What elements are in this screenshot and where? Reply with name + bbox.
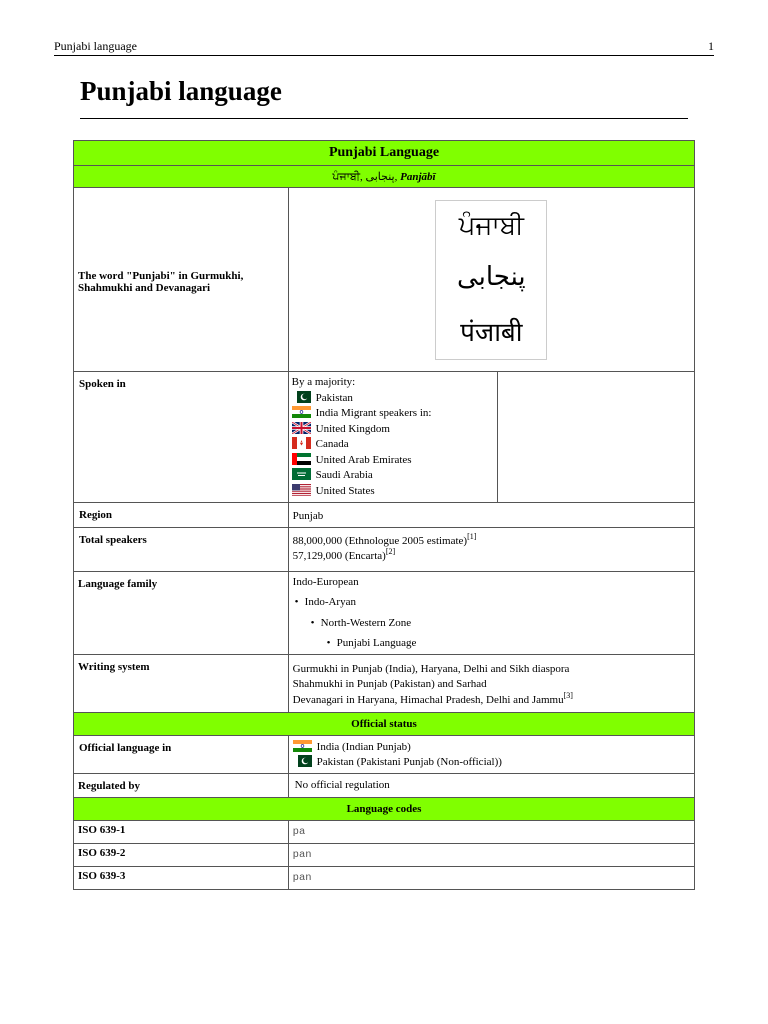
page-title: Punjabi language (80, 76, 282, 106)
family-level-1: • Indo-Aryan (294, 596, 356, 608)
native-names-italic: Panjābī (400, 170, 436, 183)
ref-3-link[interactable]: [3] (563, 690, 573, 700)
infobox-header: Punjabi Language (74, 141, 695, 166)
spoken-in-cell (288, 372, 694, 503)
ref-1-link[interactable]: [1] (467, 531, 477, 541)
running-header (54, 39, 714, 56)
gurmukhi-word: ਪੰਜਾਬੀ (458, 211, 524, 242)
country-india: India Migrant speakers in: (292, 406, 494, 422)
pakistan-flag-icon (293, 755, 312, 767)
writing-devanagari: Devanagari in Haryana, Himachal Pradesh, Delhi and Jammu (292, 693, 564, 706)
country-uae: United Arab Emirates (292, 453, 494, 469)
total-speakers-label: Total speakers (74, 527, 289, 571)
iso-639-1-label: ISO 639-1 (74, 820, 289, 843)
spoken-in-intro: By a majority: (291, 376, 356, 388)
official-pakistan: Pakistan (Pakistani Punjab (Non-official)) (293, 755, 690, 771)
iso-639-2-value: pan (288, 843, 694, 866)
spoken-in-list (289, 372, 498, 502)
country-pakistan: Pakistan (292, 391, 494, 407)
regulated-by-label: Regulated by (74, 773, 289, 797)
total-speakers-value (288, 527, 694, 571)
spoken-in-empty (497, 372, 694, 502)
language-family-value (288, 571, 694, 654)
country-usa: United States (292, 484, 494, 500)
image-cell (288, 188, 694, 372)
iso-639-3-label: ISO 639-3 (74, 866, 289, 889)
writing-system-value (288, 654, 694, 712)
uae-flag-icon (292, 453, 311, 465)
family-root: Indo-European (292, 575, 359, 588)
running-header-title: Punjabi language (54, 39, 137, 53)
devanagari-word: पंजाबी (460, 317, 523, 348)
writing-shahmukhi: Shahmukhi in Punjab (Pakistan) and Sarhad (292, 678, 487, 690)
family-level-3: • Punjabi Language (326, 637, 417, 649)
image-caption: The word "Punjabi" in Gurmukhi, Shahmukhi and Devanagari (74, 188, 289, 372)
region-label: Region (74, 503, 289, 528)
infobox (73, 140, 695, 890)
official-india: India (Indian Punjab) (293, 740, 690, 756)
pakistan-flag-icon (292, 391, 311, 403)
language-family-label: Language family (74, 571, 289, 654)
official-status-header: Official status (74, 712, 695, 735)
india-flag-icon (293, 740, 312, 752)
official-language-value (288, 735, 694, 773)
native-names (74, 166, 695, 188)
india-flag-icon (292, 406, 311, 418)
ref-2-link[interactable]: [2] (385, 547, 396, 556)
canada-flag-icon (292, 437, 311, 449)
iso-639-2-label: ISO 639-2 (74, 843, 289, 866)
title-divider (80, 118, 688, 119)
region-value: Punjab (288, 503, 694, 528)
iso-639-1-value: pa (288, 820, 694, 843)
writing-gurmukhi: Gurmukhi in Punjab (India), Haryana, Delhi and Sikh diaspora (292, 662, 570, 675)
family-level-2: • North-Western Zone (310, 616, 412, 629)
speakers-encarta: 57,129,000 (Encarta) (292, 550, 386, 562)
language-codes-header: Language codes (74, 797, 695, 820)
country-canada: Canada (292, 437, 494, 453)
punjabi-script-image[interactable] (435, 200, 547, 360)
shahmukhi-word: پنجابی (456, 262, 526, 293)
page-number: 1 (708, 39, 714, 53)
uk-flag-icon (292, 422, 311, 434)
writing-system-label: Writing system (74, 654, 289, 712)
spoken-in-label: Spoken in (74, 372, 289, 503)
country-saudi-arabia: Saudi Arabia (292, 468, 494, 484)
native-names-text: ਪੰਜਾਬੀ, پنجابی, (332, 170, 398, 183)
iso-639-3-value: pan (288, 866, 694, 889)
country-uk: United Kingdom (292, 422, 494, 438)
official-language-label: Official language in (74, 735, 289, 773)
speakers-ethnologue: 88,000,000 (Ethnologue 2005 estimate) (292, 534, 468, 547)
regulated-by-value: No official regulation (288, 773, 694, 797)
usa-flag-icon (292, 484, 311, 496)
saudi-flag-icon (292, 468, 311, 480)
